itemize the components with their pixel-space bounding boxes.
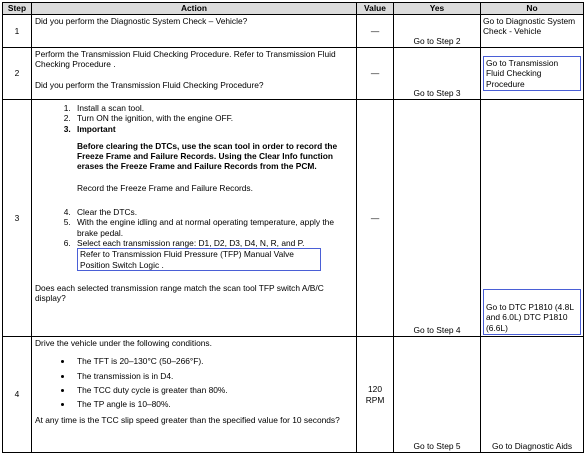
action-question: Does each selected transmission range match the scan tool TFP switch A/B/C display? [35, 282, 324, 304]
table-header-row [3, 3, 584, 15]
yes-link[interactable]: Go to Step 3 [394, 48, 481, 100]
table-row [3, 337, 584, 453]
value-cell: — [357, 48, 394, 100]
step-number: 2 [3, 48, 32, 100]
value-cell: — [357, 15, 394, 48]
condition-list [35, 356, 353, 409]
action-question: Did you perform the Transmission Fluid Checking Procedure? [35, 79, 264, 90]
table-row [3, 100, 584, 337]
instruction-list-continued [35, 207, 353, 271]
no-link[interactable]: Go to Transmission Fluid Checking Procedure [483, 56, 581, 91]
refer-link[interactable]: Refer to Transmission Fluid Pressure (TFP) Manual Valve Position Switch Logic . [77, 248, 321, 271]
table-row [3, 48, 584, 100]
no-link[interactable]: Go to Diagnostic Aids [481, 337, 584, 453]
no-link[interactable]: Go to DTC P1810 (4.8L and 6.0L) DTC P1810 (6.6L) [483, 289, 581, 335]
step-number: 4 [3, 337, 32, 453]
list-item-text: Select each transmission range: D1, D2, D3, D4, N, R, and P. [77, 237, 305, 248]
no-link[interactable]: Go to Diagnostic System Check - Vehicle [483, 16, 576, 37]
yes-link[interactable]: Go to Step 2 [394, 15, 481, 48]
header-yes: Yes [394, 3, 481, 15]
value-cell: — [357, 100, 394, 337]
header-action: Action [32, 3, 357, 15]
important-block [35, 141, 353, 193]
list-item: 3. Important [73, 124, 353, 134]
no-cell [481, 48, 584, 100]
list-item: 5. With the engine idling and at normal operating temperature, apply the brake pedal. [73, 217, 353, 238]
action-intro: Drive the vehicle under the following conditions. [35, 338, 212, 348]
list-item: 2. Turn ON the ignition, with the engine OFF. [73, 113, 353, 123]
list-item [73, 238, 353, 271]
action-cell [32, 48, 357, 100]
diagnostic-table [2, 2, 584, 453]
action-cell [32, 337, 357, 453]
list-item: • The transmission is in D4. [73, 371, 353, 381]
important-text: Before clearing the DTCs, use the scan tool in order to record the Freeze Frame and Failure Records. Using the Clear Info function erases the Freeze Frame and Failure Records from the PCM. [77, 140, 338, 172]
no-cell [481, 15, 584, 48]
yes-link[interactable]: Go to Step 5 [394, 337, 481, 453]
list-item: • The TCC duty cycle is greater than 80%. [73, 385, 353, 395]
step-number: 3 [3, 100, 32, 337]
header-value: Value [357, 3, 394, 15]
table-row [3, 15, 584, 48]
list-item: • The TFT is 20–130°C (50–266°F). [73, 356, 353, 366]
list-item: 1. Install a scan tool. [73, 103, 353, 113]
action-instruction: Perform the Transmission Fluid Checking Procedure. Refer to Transmission Fluid Checking Procedure . [35, 49, 336, 70]
header-no: No [481, 3, 584, 15]
action-question: At any time is the TCC slip speed greater than the specified value for 10 seconds? [35, 415, 340, 426]
no-cell [481, 100, 584, 337]
record-text: Record the Freeze Frame and Failure Records. [77, 182, 253, 193]
action-cell [32, 100, 357, 337]
action-cell [32, 15, 357, 48]
header-step: Step [3, 3, 32, 15]
value-cell: 120 RPM [357, 337, 394, 453]
yes-link[interactable]: Go to Step 4 [394, 100, 481, 337]
list-item: 4. Clear the DTCs. [73, 207, 353, 217]
action-question: Did you perform the Diagnostic System Check – Vehicle? [35, 16, 248, 26]
step-number: 1 [3, 15, 32, 48]
instruction-list [35, 103, 353, 134]
list-item: • The TP angle is 10–80%. [73, 399, 353, 409]
